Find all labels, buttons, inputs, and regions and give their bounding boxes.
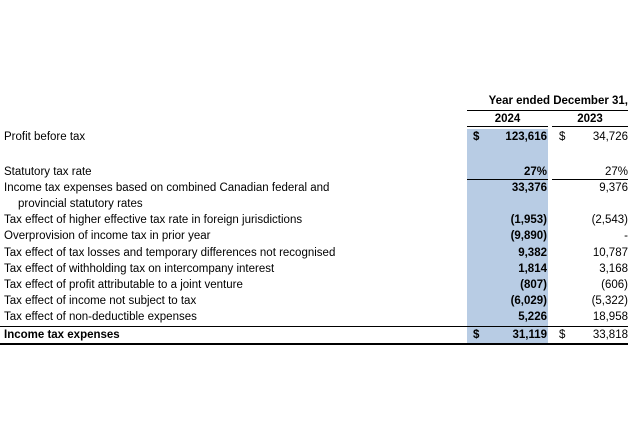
row-label: Tax effect of higher effective tax rate in foreign jurisdictions [4,214,303,226]
value-2023: 34,726 [592,131,628,143]
value-2024: (9,890) [510,230,547,242]
value-2023: 3,168 [599,263,628,275]
value-2023: (606) [601,279,628,291]
row-label: Tax effect of withholding tax on intercompany interest [4,263,275,275]
row-label: Statutory tax rate [4,166,92,178]
row-label: Tax effect of tax losses and temporary differences not recognised [4,247,336,259]
currency-symbol: $ [559,131,566,143]
value-2024: (6,029) [510,295,547,307]
total-value-2024: 31,119 [512,329,547,341]
row-label: Income tax expenses based on combined Canadian federal and [4,182,330,194]
value-2023: 9,376 [599,182,628,194]
currency-symbol: $ [473,131,480,143]
period-header: Year ended December 31, [488,95,628,107]
value-2024: (1,953) [510,214,547,226]
row-label-continued: provincial statutory rates [18,198,143,210]
row-label: Tax effect of profit attributable to a joint venture [4,279,243,291]
col-2024-rule [467,126,548,127]
total-bottom-rule [0,343,628,345]
value-2024: (807) [520,279,547,291]
value-2023: 18,958 [592,311,628,323]
row-label: Overprovision of income tax in prior year [4,230,211,242]
value-2024: 33,376 [511,182,547,194]
value-2023: 10,787 [592,247,628,259]
value-2023: 27% [604,166,628,178]
value-2024: 1,814 [518,263,547,275]
col-header-2024: 2024 [494,113,521,125]
col-2023-rule [552,126,628,127]
currency-symbol: $ [559,329,566,341]
col-header-2023: 2023 [577,113,603,125]
total-label: Income tax expenses [4,329,120,341]
row-label: Profit before tax [4,131,86,143]
value-2024: 123,616 [505,131,547,143]
value-2023: (2,543) [591,214,628,226]
row-label: Tax effect of income not subject to tax [4,295,197,307]
value-2023: - [624,230,628,242]
total-value-2023: 33,818 [592,329,628,341]
value-2024: 9,382 [518,247,547,259]
row-label: Tax effect of non-deductible expenses [4,311,197,323]
currency-symbol: $ [473,329,480,341]
value-2023: (5,322) [591,295,628,307]
value-2024: 5,226 [518,311,547,323]
value-2024: 27% [523,166,547,178]
